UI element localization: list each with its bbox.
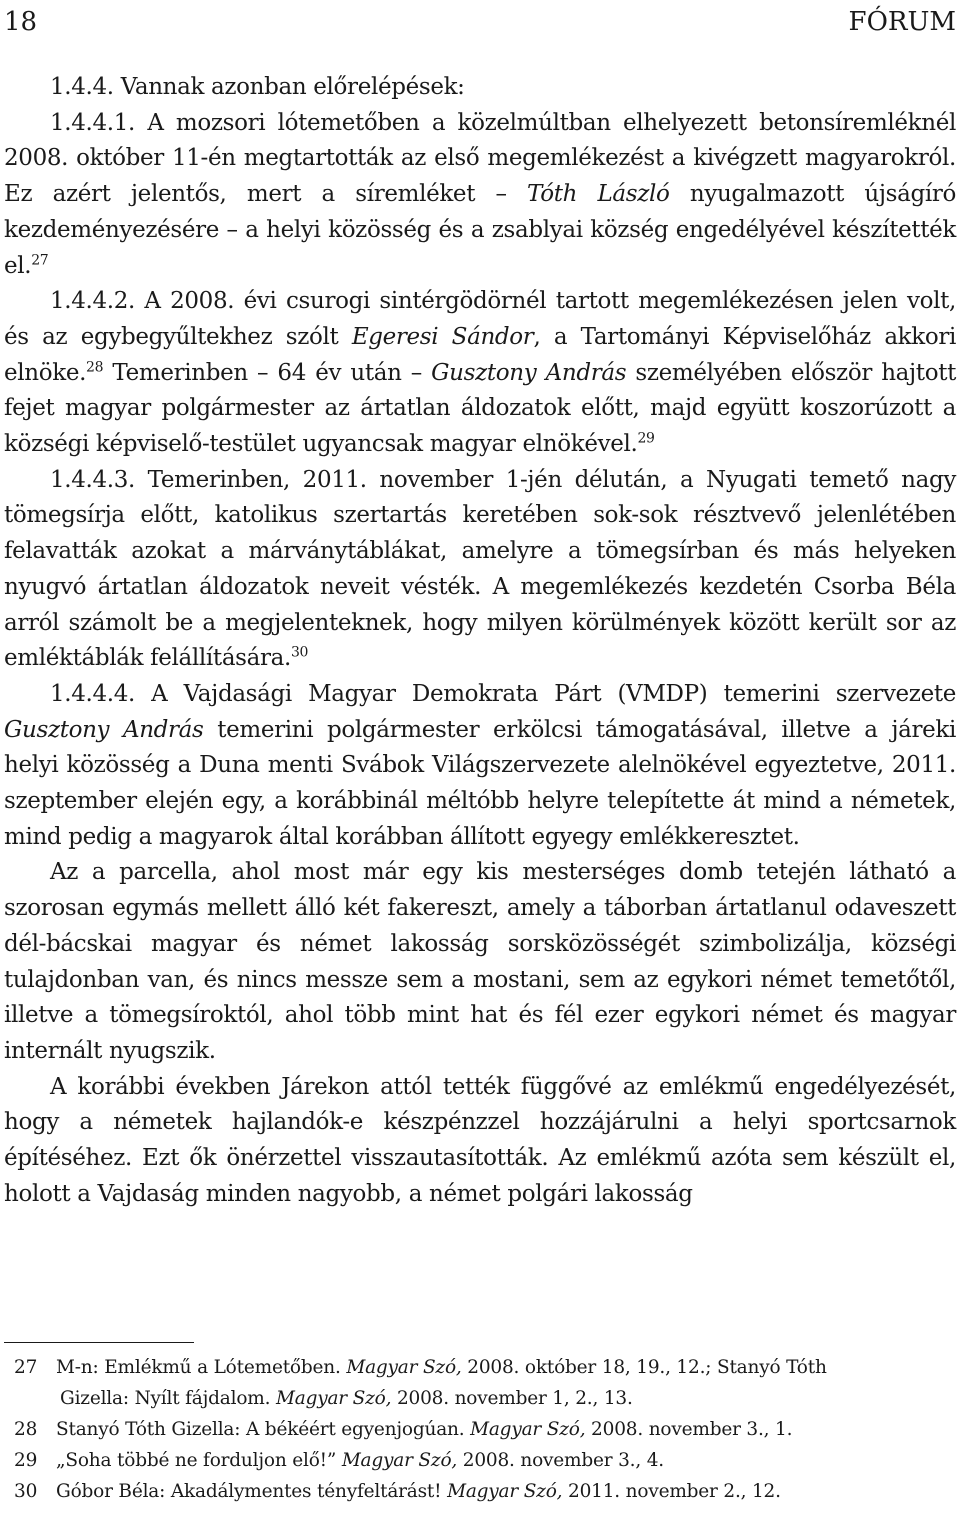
source-title: Magyar Szó, xyxy=(346,1357,462,1378)
footnote-divider xyxy=(4,1342,194,1343)
footnote-item: 28 Stanyó Tóth Gizella: A békéért egyenjogúan. Magyar Szó, 2008. november 3., 1. xyxy=(14,1414,956,1445)
paragraph: 1.4.4.4. A Vajdasági Magyar Demokrata Párt (VMDP) temerini szervezete Gusztony András temerini polgármester erkölcsi támogatásával, illetve a járeki helyi közösség a Duna menti Svábok Világszervezete alelnökével egyeztetve, 2011. szeptember elején egy, a korábbinál méltóbb helyre telepítette át mind a németek, mind pedig a magyarok által korábban állított egyegy emlékkeresztet. xyxy=(4,680,956,850)
paragraph: 1.4.4.2. A 2008. évi csurogi sintérgödörnél tartott megemlékezésen jelen volt, és az egybegyűltekhez szólt Egeresi Sándor, a Tartományi Képviselőház akkori elnöke.$^{28}$ Temerinben – 64 év után – Gusztony András személyében először hajtott fejet magyar polgármester az ártatlan áldozatok előtt, majd együtt koszorúzott a községi képviselő-testület ugyancsak magyar elnökével.$^{29}$ xyxy=(4,288,957,458)
person-name: Egeresi Sándor xyxy=(351,323,534,350)
source-title: Magyar Szó, xyxy=(341,1450,458,1471)
footnote-item: 30 Góbor Béla: Akadálymentes tényfeltárást! Magyar Szó, 2011. november 2., 12. xyxy=(14,1476,956,1507)
footnote-item: 27 M-n: Emlékmű a Lótemetőben. Magyar Szó, 2008. október 18, 19., 12.; Stanyó Tóth xyxy=(14,1352,956,1383)
footnote-item: 29 „Soha többé ne forduljon elő!” Magyar Szó, 2008. november 3., 4. xyxy=(14,1445,956,1476)
source-title: Magyar Szó, xyxy=(276,1388,392,1409)
footnote-ref[interactable]: 30 xyxy=(290,644,309,661)
paragraph: 1.4.4.3. Temerinben, 2011. november 1-jén délután, a Nyugati temető nagy tömegsírja előtt, katolikus szertartás keretében sok-sok résztvevő jelenlétében felavatták azokat a márványtáblákat, amelyre a tömegsírban és más helyeken nyugvó ártatlan áldozatok neveit vésték. A megemlékezés kezdetén Csorba Béla arról számolt be a megjelenteknek, hogy milyen körülmények között került sor az emléktáblák felállítására.$^{30}$ xyxy=(4,466,956,672)
source-title: Magyar Szó, xyxy=(447,1481,563,1502)
paragraph: A korábbi években Járekon attól tették függővé az emlékmű engedélyezését, hogy a németek hajlandók-e készpénzzel hozzájárulni a helyi sportcsarnok építéséhez. Ezt ők önérzettel visszautasították. Az emlékmű azóta sem készült el, holott a Vajdaság minden nagyobb, a német polgári lakosság xyxy=(4,1073,956,1207)
footnote-number: 30 xyxy=(14,1481,38,1502)
source-title: Magyar Szó, xyxy=(470,1419,586,1440)
paragraph: Az a parcella, ahol most már egy kis mesterséges domb tetején látható a szorosan egymás mellett álló két fakereszt, amely a táborban ártatlanul odaveszett dél-bácskai magyar és német lakosság sorsközösségét szimbolizálja, községi tulajdonban van, és nincs messze sem a mostani, sem az egykori német temetőtől, illetve a tömegsíroktól, ahol több mint hat és fél ezer egykori német és magyar internált nyugszik. xyxy=(4,859,956,1064)
page-number: 18 xyxy=(4,7,38,37)
page-header xyxy=(4,0,956,44)
paragraph: 1.4.4. Vannak azonban előrelépések: xyxy=(50,74,465,100)
person-name: Tóth László xyxy=(527,181,670,208)
footnote-continuation: Gizella: Nyílt fájdalom. Magyar Szó, 2008. november 1, 2., 13. xyxy=(60,1388,633,1409)
footnote-number: 28 xyxy=(14,1419,38,1440)
journal-title: FÓRUM xyxy=(848,7,956,37)
main-text xyxy=(4,70,956,1213)
person-name: Gusztony András xyxy=(4,716,204,743)
footnote-ref[interactable]: 27 xyxy=(31,251,49,268)
footnote-number: 27 xyxy=(14,1357,38,1378)
footnote-number: 29 xyxy=(14,1450,38,1471)
footnote-ref[interactable]: 28 xyxy=(86,358,104,375)
footnotes xyxy=(14,1352,956,1507)
footnote-ref[interactable]: 29 xyxy=(637,430,655,447)
paragraph: 1.4.4.1. A mozsori lótemetőben a közelmúltban elhelyezett betonsíremléknél 2008. október 11-én megtartották az első megemlékezést a kivégzett magyarokról. Ez azért jelentős, mert a síremléket – Tóth László nyugalmazott újságíró kezdeményezésére – a helyi közösség és a zsablyai község engedélyével készítették el.$^{27}$ xyxy=(4,109,957,279)
person-name: Gusztony András xyxy=(431,359,627,386)
